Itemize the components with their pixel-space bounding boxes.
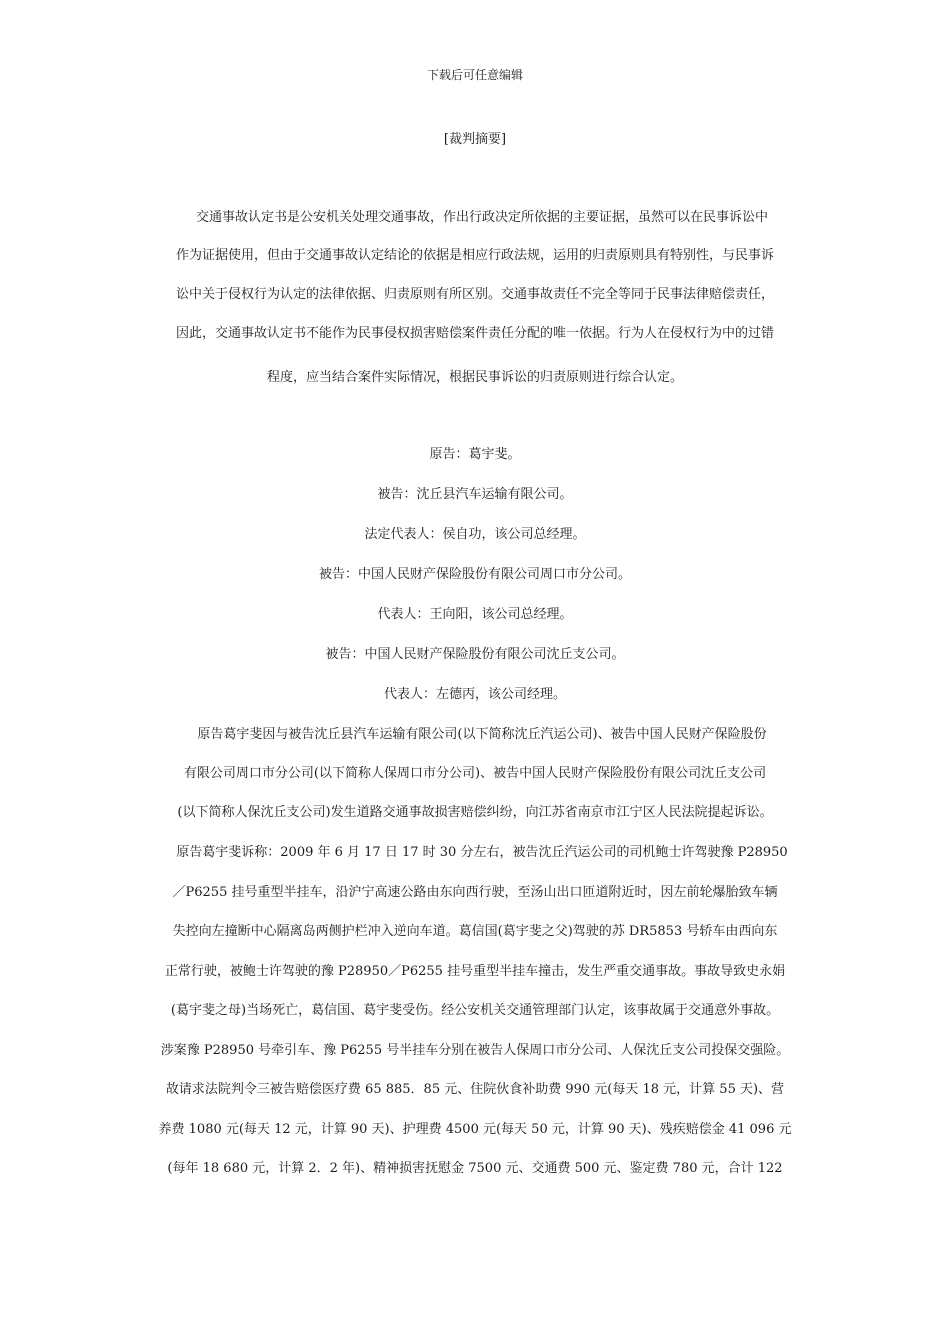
party-plaintiff: 原告：葛宇斐。 bbox=[429, 447, 521, 462]
body-line: ／P6255 挂号重型半挂车，沿沪宁高速公路由东向西行驶，至汤山出口匝道附近时，因左前轮爆胎致车辆 bbox=[172, 885, 778, 900]
party-representative: 代表人：左德丙，该公司经理。 bbox=[383, 687, 566, 702]
summary-line: 因此，交通事故认定书不能作为民事侵权损害赔偿案件责任分配的唯一依据。行为人在侵权行为中的过错 bbox=[175, 326, 774, 341]
body-line: 有限公司周口市分公司(以下简称人保周口市分公司)、被告中国人民财产保险股份有限公司沈丘支公司 bbox=[183, 766, 767, 781]
party-representative: 法定代表人：侯自功，该公司总经理。 bbox=[364, 527, 586, 542]
document-title: [裁判摘要] bbox=[443, 132, 507, 147]
summary-line: 作为证据使用，但由于交通事故认定结论的依据是相应行政法规，运用的归责原则具有特别性，与民事诉 bbox=[175, 248, 774, 263]
party-representative: 代表人：王向阳，该公司总经理。 bbox=[377, 607, 573, 622]
summary-line: 程度，应当结合案件实际情况，根据民事诉讼的归责原则进行综合认定。 bbox=[266, 370, 683, 385]
body-line: (每年 18 680 元，计算 2．2 年)、精神损害抚慰金 7500 元、交通费 500 元、鉴定费 780 元，合计 122 bbox=[167, 1161, 783, 1176]
party-defendant: 被告：沈丘县汽车运输有限公司。 bbox=[377, 487, 573, 502]
header-note: 下载后可任意编辑 bbox=[426, 68, 523, 82]
summary-line: 讼中关于侵权行为认定的法律依据、归责原则有所区别。交通事故责任不完全等同于民事法律赔偿责任， bbox=[175, 287, 774, 302]
summary-line: 交通事故认定书是公安机关处理交通事故，作出行政决定所依据的主要证据，虽然可以在民事诉讼中 bbox=[195, 210, 768, 225]
body-line: 正常行驶，被鲍士许驾驶的豫 P28950／P6255 挂号重型半挂车撞击，发生严重交通事故。事故导致史永娟 bbox=[164, 964, 786, 979]
party-defendant: 被告：中国人民财产保险股份有限公司周口市分公司。 bbox=[318, 567, 631, 582]
body-line: (以下简称人保沈丘支公司)发生道路交通事故损害赔偿纠纷，向江苏省南京市江宁区人民法院提起诉讼。 bbox=[177, 805, 773, 820]
body-line: 故请求法院判令三被告赔偿医疗费 65 885．85 元、住院伙食补助费 990 元(每天 18 元，计算 55 天)、营 bbox=[165, 1082, 785, 1097]
body-line: 涉案豫 P28950 号牵引车、豫 P6255 号半挂车分别在被告人保周口市分公司、人保沈丘支公司投保交强险。 bbox=[160, 1043, 790, 1058]
party-defendant: 被告：中国人民财产保险股份有限公司沈丘支公司。 bbox=[325, 647, 625, 662]
body-line: 失控向左撞断中心隔离岛两侧护栏冲入逆向车道。葛信国(葛宇斐之父)驾驶的苏 DR5853 号轿车由西向东 bbox=[172, 924, 778, 939]
body-line: 原告葛宇斐因与被告沈丘县汽车运输有限公司(以下简称沈丘汽运公司)、被告中国人民财产保险股份 bbox=[197, 727, 767, 742]
body-line: (葛宇斐之母)当场死亡，葛信国、葛宇斐受伤。经公安机关交通管理部门认定，该事故属于交通意外事故。 bbox=[170, 1003, 780, 1018]
body-line: 养费 1080 元(每天 12 元，计算 90 天)、护理费 4500 元(每天 50 元，计算 90 天)、残疾赔偿金 41 096 元 bbox=[158, 1122, 792, 1137]
body-line: 原告葛宇斐诉称：2009 年 6 月 17 日 17 时 30 分左右，被告沈丘汽运公司的司机鲍士许驾驶豫 P28950 bbox=[176, 845, 788, 860]
